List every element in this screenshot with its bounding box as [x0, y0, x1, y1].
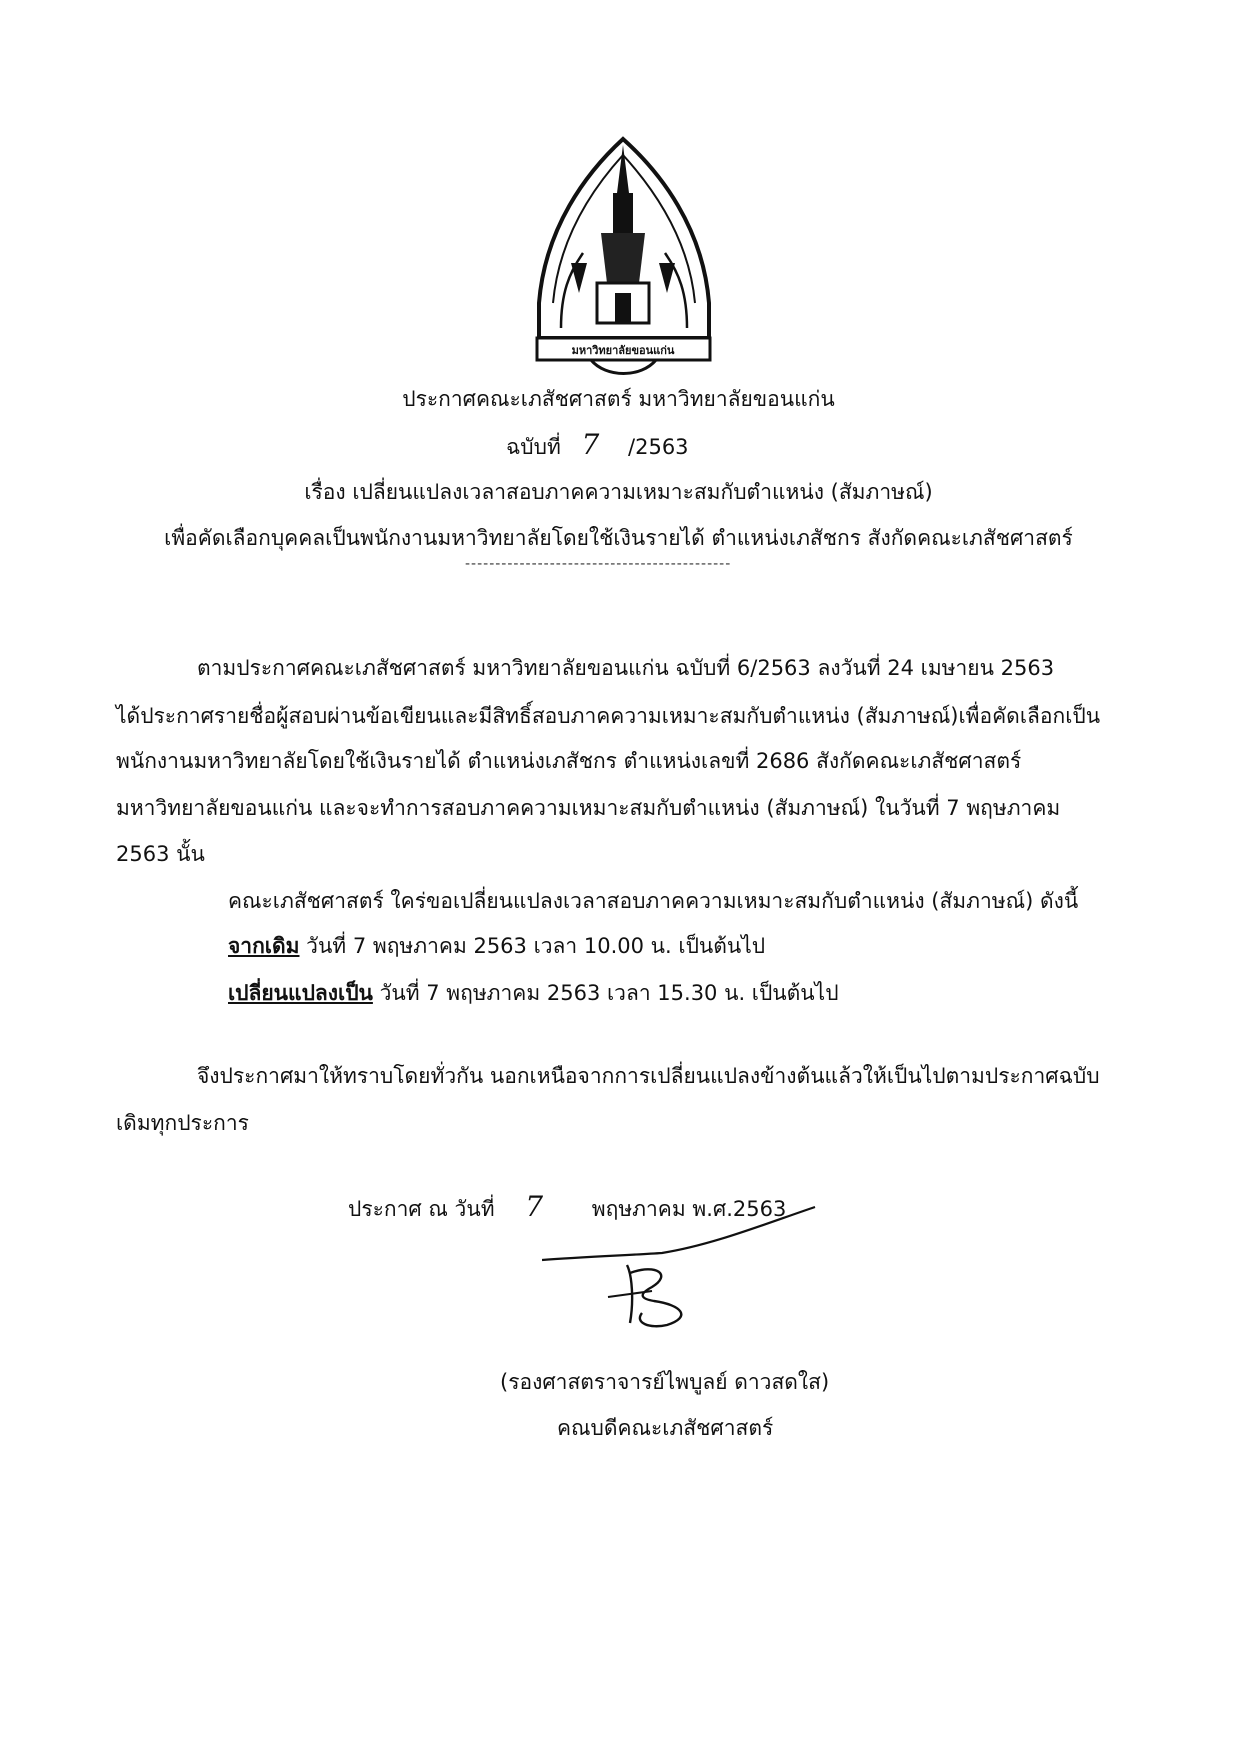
issue-handwritten-number: 7: [581, 428, 600, 461]
new-schedule-text: วันที่ 7 พฤษภาคม 2563 เวลา 15.30 น. เป็นต้นไป: [372, 981, 839, 1005]
body-paragraph-1-line-5: 2563 นั้น: [116, 842, 205, 866]
issue-number: [506, 428, 689, 464]
new-schedule: [228, 977, 839, 1010]
original-schedule: [228, 930, 765, 963]
new-schedule-label: เปลี่ยนแปลงเป็น: [228, 981, 373, 1005]
date-month-year: พฤษภาคม พ.ศ.2563: [591, 1197, 787, 1221]
university-seal-logo: [531, 133, 716, 381]
body-paragraph-3-line-1: จึงประกาศมาให้ทราบโดยทั่วกัน นอกเหนือจากการเปลี่ยนแปลงข้างต้นแล้วให้เป็นไปตามประกาศฉบับ: [197, 1064, 1100, 1088]
announcement-heading: ประกาศคณะเภสัชศาสตร์ มหาวิทยาลัยขอนแก่น: [402, 387, 835, 411]
body-paragraph-1-line-2: ได้ประกาศรายชื่อผู้สอบผ่านข้อเขียนและมีสิทธิ์สอบภาคความเหมาะสมกับตำแหน่ง (สัมภาษณ์)เพื่อคัดเลือกเป็น: [116, 704, 1101, 728]
issue-label: ฉบับที่: [506, 435, 561, 459]
body-paragraph-3-line-2: เดิมทุกประการ: [116, 1111, 249, 1135]
handwritten-signature: [542, 1205, 817, 1335]
issue-year: /2563: [628, 435, 689, 459]
signer-name: (รองศาสตราจารย์ไพบูลย์ ดาวสดใส): [500, 1370, 830, 1394]
signer-title: คณบดีคณะเภสัชศาสตร์: [557, 1416, 774, 1440]
date-handwritten-day: 7: [525, 1190, 544, 1223]
subject-line: เรื่อง เปลี่ยนแปลงเวลาสอบภาคความเหมาะสมกับตำแหน่ง (สัมภาษณ์): [304, 480, 933, 504]
seal-text: มหาวิทยาลัยขอนแก่น: [571, 344, 675, 357]
original-schedule-text: วันที่ 7 พฤษภาคม 2563 เวลา 10.00 น. เป็นต้นไป: [299, 934, 766, 958]
date-prefix: ประกาศ ณ วันที่: [348, 1197, 495, 1221]
header-divider: --------------------------------------------: [465, 556, 732, 572]
body-paragraph-1-line-4: มหาวิทยาลัยขอนแก่น และจะทำการสอบภาคความเหมาะสมกับตำแหน่ง (สัมภาษณ์) ในวันที่ 7 พฤษภาคม: [116, 796, 1061, 820]
body-paragraph-2: คณะเภสัชศาสตร์ ใคร่ขอเปลี่ยนแปลงเวลาสอบภาคความเหมาะสมกับตำแหน่ง (สัมภาษณ์) ดังนี้: [228, 889, 1079, 913]
subject-line-2: เพื่อคัดเลือกบุคคลเป็นพนักงานมหาวิทยาลัยโดยใช้เงินรายได้ ตำแหน่งเภสัชกร สังกัดคณะเภสัชศาสตร์: [164, 526, 1073, 550]
body-paragraph-1-line-1: ตามประกาศคณะเภสัชศาสตร์ มหาวิทยาลัยขอนแก่น ฉบับที่ 6/2563 ลงวันที่ 24 เมษายน 2563: [197, 656, 1055, 680]
original-schedule-label: จากเดิม: [228, 934, 300, 958]
body-paragraph-1-line-3: พนักงานมหาวิทยาลัยโดยใช้เงินรายได้ ตำแหน่งเภสัชกร ตำแหน่งเลขที่ 2686 สังกัดคณะเภสัชศาสตร์: [116, 749, 1022, 773]
